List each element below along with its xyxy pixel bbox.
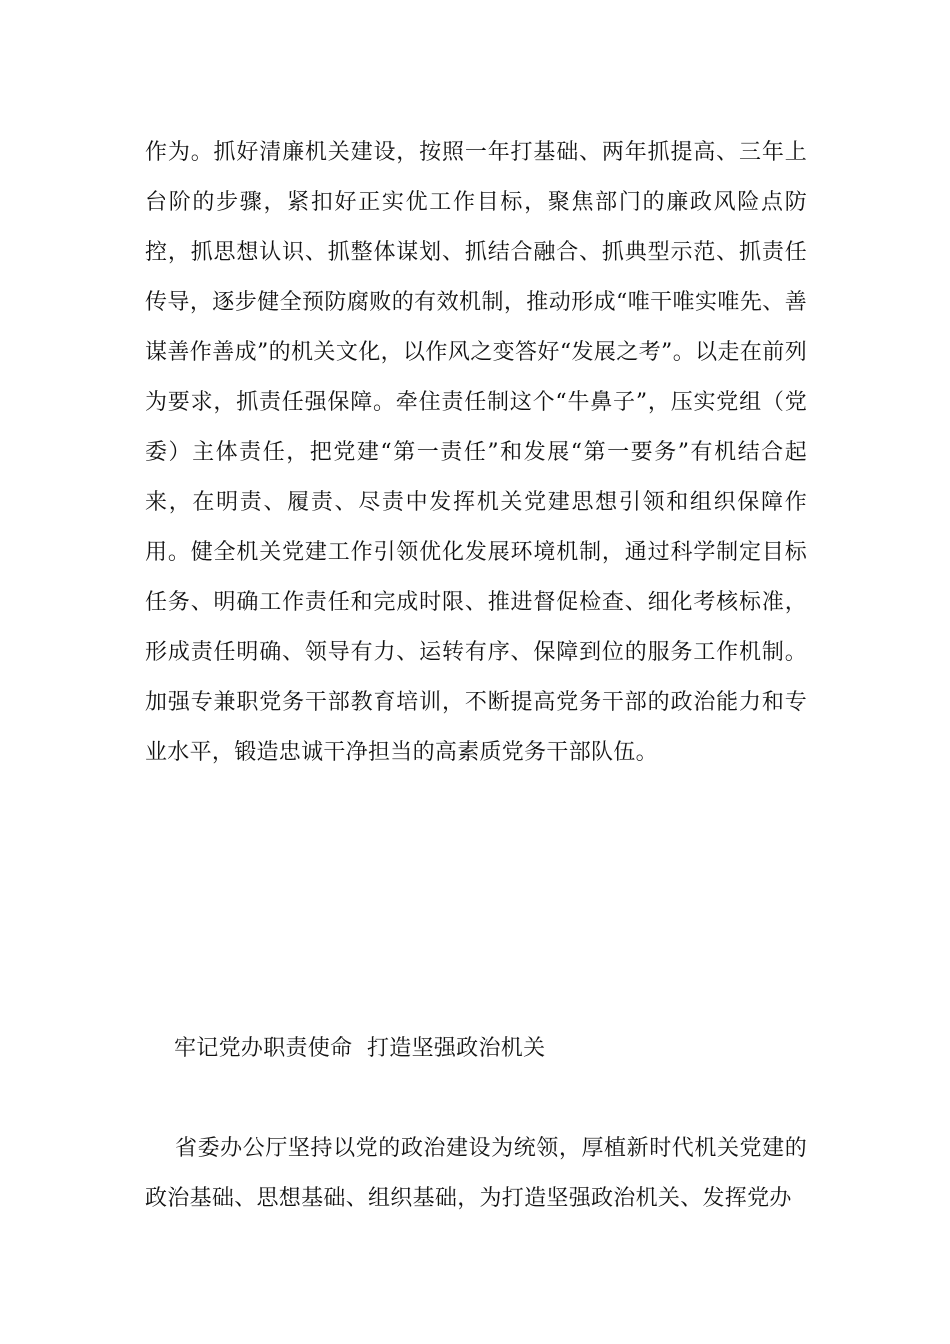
body-paragraph-continued: 作为。抓好清廉机关建设，按照一年打基础、两年抓提高、三年上台阶的步骤，紧扣好正实优工作目标，聚焦部门的廉政风险点防控，抓思想认识、抓整体谋划、抓结合融合、抓典型示范、抓责任传导，逐步健全预防腐败的有效机制，推动形成“唯干唯实唯先、善谋善作善成”的机关文化，以作风之变答好“发展之考”。以走在前列为要求，抓责任强保障。牵住责任制这个“牛鼻子”，压实党组（党委）主体责任，把党建“第一责任”和发展“第一要务”有机结合起来，在明责、履责、尽责中发挥机关党建思想引领和组织保障作用。健全机关党建工作引领优化发展环境机制，通过科学制定目标任务、明确工作责任和完成时限、推进督促检查、细化考核标准，形成责任明确、领导有力、运转有序、保障到位的服务工作机制。加强专兼职党务干部教育培训，不断提高党务干部的政治能力和专业水平，锻造忠诚干净担当的高素质党务干部队伍。 [145,140,807,765]
body-paragraph-next: 省委办公厅坚持以党的政治建设为统领，厚植新时代机关党建的政治基础、思想基础、组织基础，为打造坚强政治机关、发挥党办 [145,1136,807,1211]
section-heading: 牢记党办职责使命 打造坚强政治机关 [174,1036,546,1061]
